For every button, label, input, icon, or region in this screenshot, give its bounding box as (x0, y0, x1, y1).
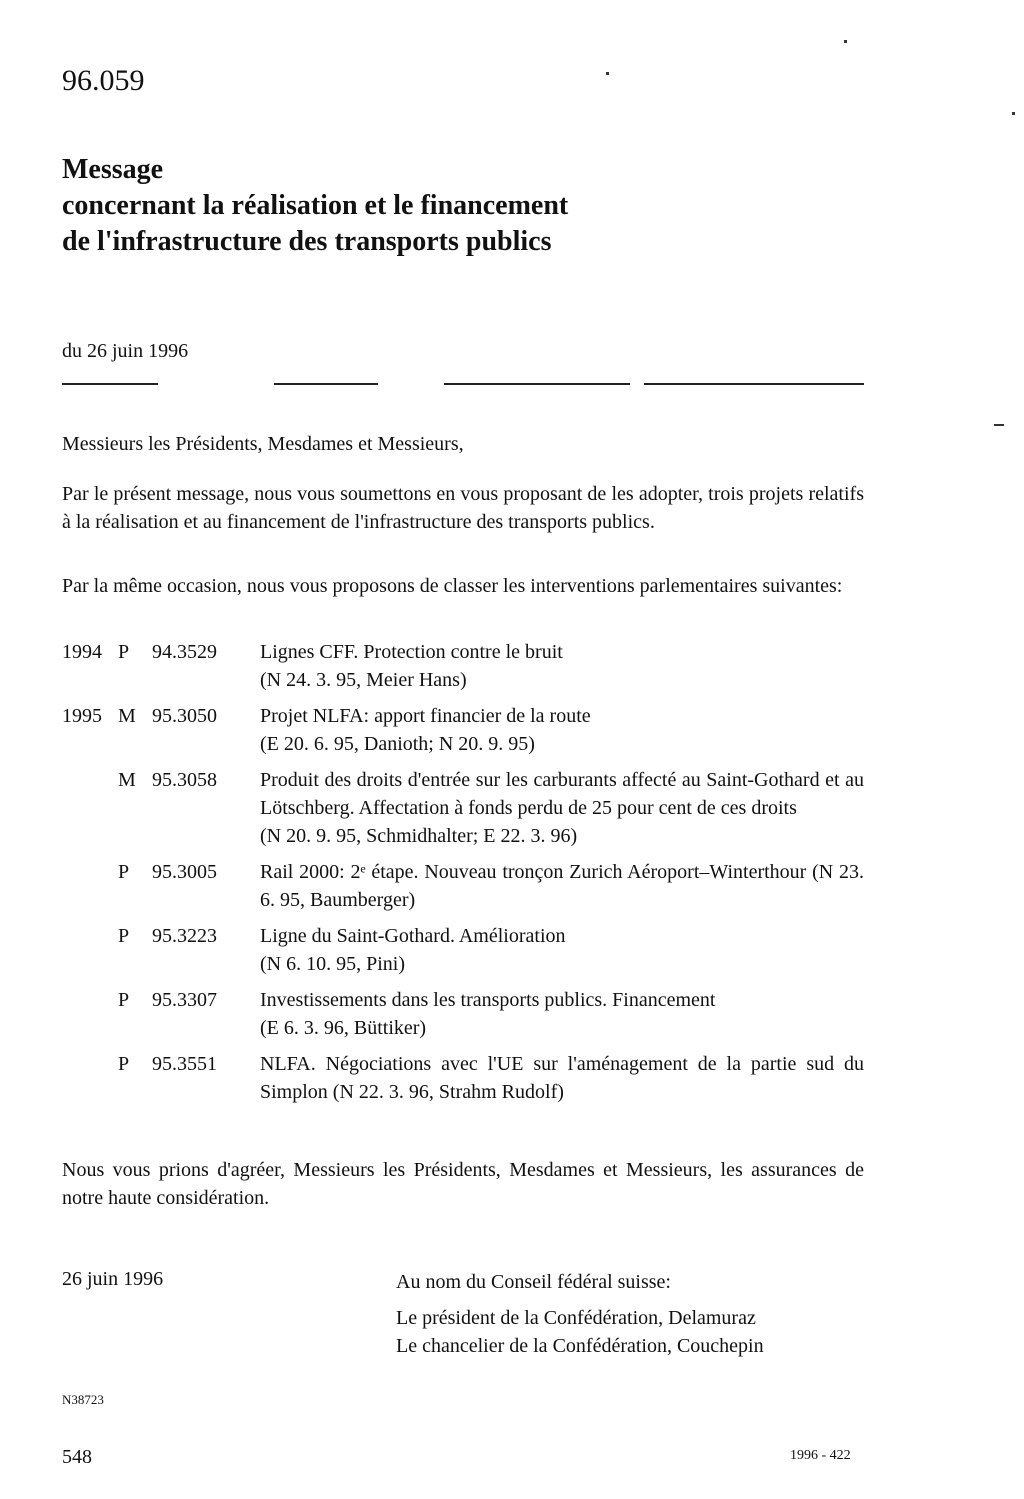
intervention-text: Lignes CFF. Protection contre le bruit (260, 641, 563, 663)
intervention-number: 94.3529 (152, 641, 217, 663)
intervention-description (260, 986, 864, 1042)
intervention-number: 95.3307 (152, 989, 217, 1011)
signature-lead: Au nom du Conseil fédéral suisse: (396, 1271, 671, 1293)
intervention-type: M (118, 769, 136, 791)
title-line-1: Message (62, 154, 164, 185)
scan-speck (844, 40, 847, 43)
intervention-year (62, 922, 118, 978)
intervention-type: P (118, 989, 130, 1011)
intervention-detail: (N 20. 9. 95, Schmidhalter; E 22. 3. 96) (260, 825, 578, 847)
signature-chancellor: Le chancelier de la Confédération, Couchepin (396, 1335, 764, 1357)
divider-segment-1 (62, 383, 158, 385)
signature-president: Le président de la Confédération, Delamuraz (396, 1307, 756, 1329)
intervention-year: 1994 (62, 641, 102, 663)
scan-speck (994, 424, 1004, 426)
document-number: 96.059 (62, 64, 145, 97)
intervention-row (62, 1050, 864, 1106)
intervention-text: Ligne du Saint-Gothard. Amélioration (260, 925, 566, 947)
intervention-description (260, 858, 864, 914)
intervention-row (62, 702, 864, 758)
intervention-detail: (E 6. 3. 96, Büttiker) (260, 1017, 427, 1039)
intervention-row (62, 638, 864, 694)
intervention-type: P (118, 1053, 130, 1075)
intervention-row (62, 858, 864, 914)
intervention-text: Rail 2000: 2ᵉ étape. Nouveau tronçon Zurich Aéroport–Winterthour (N 23. 6. 95, Baumberger) (260, 861, 864, 911)
page-number: 548 (62, 1446, 92, 1468)
title-line-2: concernant la réalisation et le financement (62, 190, 569, 221)
intervention-description (260, 766, 864, 850)
closing-paragraph: Nous vous prions d'agréer, Messieurs les Présidents, Mesdames et Messieurs, les assurances de notre haute considération. (62, 1159, 864, 1209)
paragraph-intro: Par le présent message, nous vous soumettons en vous proposant de les adopter, trois projets relatifs à la réalisation et au financement de l'infrastructure des transports publics. (62, 483, 864, 533)
scan-speck (606, 72, 609, 75)
intervention-description (260, 702, 864, 758)
intervention-text: Projet NLFA: apport financier de la route (260, 705, 591, 727)
intervention-year (62, 986, 118, 1042)
intervention-year (62, 1050, 118, 1106)
intervention-number: 95.3223 (152, 925, 217, 947)
divider-segment-2 (274, 383, 378, 385)
document-code: N38723 (62, 1392, 104, 1407)
intervention-number: 95.3050 (152, 705, 217, 727)
intervention-text: NLFA. Négociations avec l'UE sur l'aménagement de la partie sud du Simplon (N 22. 3. 96, Strahm Rudolf) (260, 1053, 864, 1103)
intervention-year (62, 766, 118, 850)
intervention-type: P (118, 925, 130, 947)
intervention-description (260, 1050, 864, 1106)
intervention-row (62, 922, 864, 978)
message-date: du 26 juin 1996 (62, 340, 189, 362)
volume-reference: 1996 - 422 (790, 1448, 851, 1463)
signature-block (396, 1268, 864, 1360)
salutation: Messieurs les Présidents, Mesdames et Messieurs, (62, 433, 464, 455)
intervention-number: 95.3058 (152, 769, 217, 791)
divider-segment-4 (644, 383, 864, 385)
intervention-description (260, 922, 864, 978)
intervention-detail: (E 20. 6. 95, Danioth; N 20. 9. 95) (260, 733, 535, 755)
intervention-type: P (118, 861, 130, 883)
intervention-detail: (N 24. 3. 95, Meier Hans) (260, 669, 467, 691)
title-line-3: de l'infrastructure des transports publics (62, 226, 552, 257)
intervention-row (62, 766, 864, 850)
intervention-number: 95.3551 (152, 1053, 217, 1075)
intervention-type: P (118, 641, 130, 663)
intervention-detail: (N 6. 10. 95, Pini) (260, 953, 405, 975)
divider-segment-3 (444, 383, 630, 385)
page-title (62, 152, 568, 260)
intervention-text: Produit des droits d'entrée sur les carburants affecté au Saint-Gothard et au Lötschberg. Affectation à fonds perdu de 25 pour cent de ces droits (260, 769, 864, 819)
intervention-type: M (118, 705, 136, 727)
intervention-year (62, 858, 118, 914)
paragraph-interventions-intro: Par la même occasion, nous vous proposons de classer les interventions parlementaires suivantes: (62, 575, 843, 597)
intervention-year: 1995 (62, 705, 102, 727)
interventions-list (62, 638, 864, 1114)
scan-speck (1012, 112, 1015, 115)
intervention-description (260, 638, 864, 694)
intervention-row (62, 986, 864, 1042)
intervention-text: Investissements dans les transports publics. Financement (260, 989, 716, 1011)
intervention-number: 95.3005 (152, 861, 217, 883)
signature-date: 26 juin 1996 (62, 1268, 164, 1290)
